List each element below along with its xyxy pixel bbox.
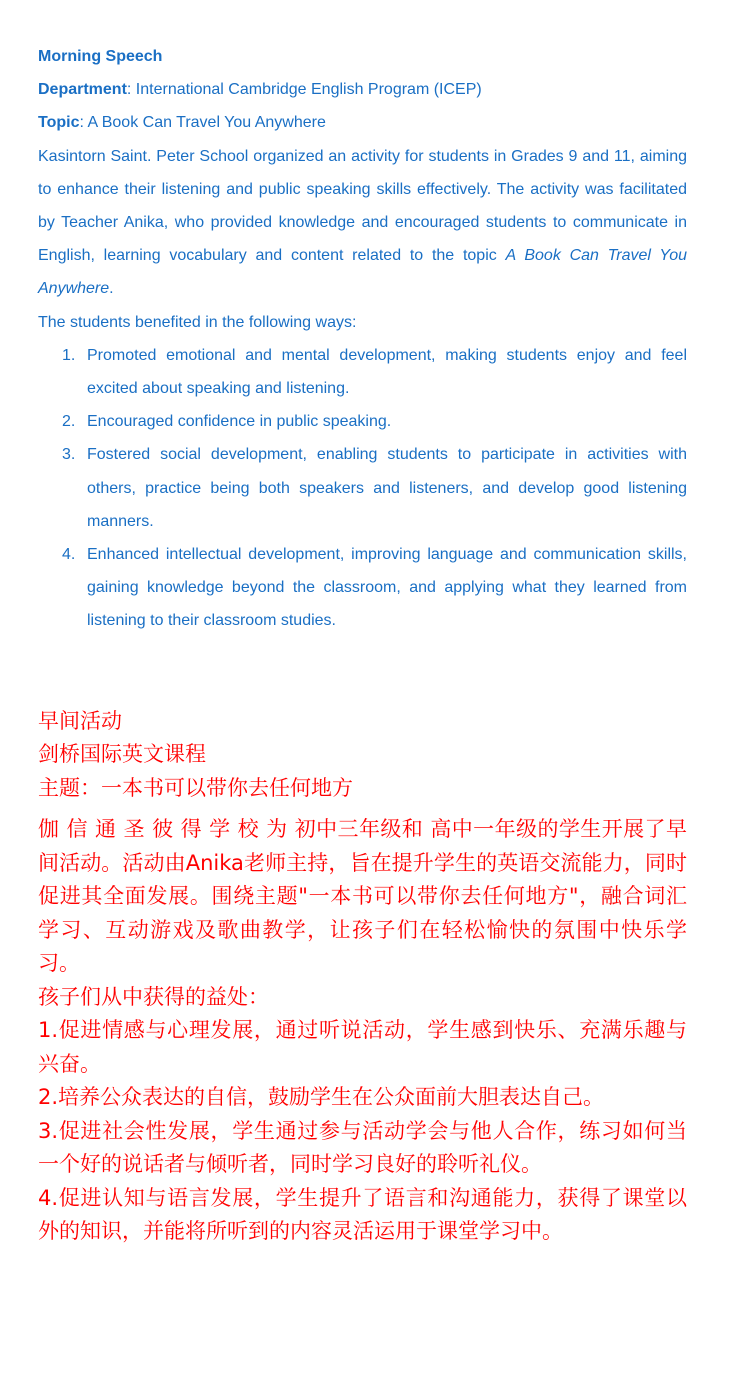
chinese-topic: 主题：一本书可以带你去任何地方 [38,775,353,800]
department-line [38,73,687,106]
list-text: Promoted emotional and mental development, making students enjoy and feel excited about speaking and listening. [87,346,687,398]
list-text: Encouraged confidence in public speaking. [87,413,392,431]
list-number: 3. [62,446,76,464]
chinese-title: 早间活动 [38,708,122,733]
intro-italic-title: A Book Can Travel You Anywhere [38,247,687,298]
list-item [38,538,687,638]
list-text: Enhanced intellectual development, improving language and communication skills, gaining knowledge beyond the classroom, and applying what they learned from listening to their classroom studies. [87,546,687,630]
chinese-benefit-item: 3.促进社会性发展，学生通过参与活动学会与他人合作，练习如何当一个好的说话者与倾听者，同时学习良好的聆听礼仪。 [38,1118,687,1177]
list-number: 2. [62,413,76,431]
english-section [38,0,687,638]
chinese-benefit-item: 1.促进情感与心理发展，通过听说活动，学生感到快乐、充满乐趣与兴奋。 [38,1018,687,1076]
list-item [38,339,687,405]
chinese-spacer [38,805,687,813]
english-title: Morning Speech [38,48,163,65]
list-item [38,438,687,538]
benefits-list [38,339,687,638]
list-number: 1. [62,346,76,364]
department-label: Department [38,81,127,99]
chinese-benefit-item: 4.促进认知与语言发展，学生提升了语言和沟通能力，获得了课堂以外的知识，并能将所听到的内容灵活运用于课堂学习中。 [38,1185,687,1244]
benefits-heading: The students benefited in the following ways: [38,313,357,331]
intro-text: Kasintorn Saint. Peter School organized an activity for students in Grades 9 and 11, aiming to enhance their listening and public speaking skills effectively. The activity was facilitated by Teacher Anika, who provided knowledge and encouraged students to communicate in English, learning vocabulary and content related to the topic [38,147,687,265]
chinese-benefit-item: 2.培养公众表达的自信，鼓励学生在公众面前大胆表达自己。 [38,1085,605,1110]
list-number: 4. [62,546,76,564]
topic-label: Topic [38,114,80,132]
list-text: Fostered social development, enabling students to participate in activities with others, practice being both speakers and listeners, and develop good listening manners. [87,446,687,530]
chinese-benefits-heading: 孩子们从中获得的益处： [38,984,269,1009]
topic-value: : A Book Can Travel You Anywhere [79,114,326,132]
topic-line [38,106,687,139]
document-page [38,0,687,1249]
department-value: : International Cambridge English Program (ICEP) [126,81,482,99]
chinese-intro: 伽 信 通 圣 彼 得 学 校 为 初中三年级和 高中一年级的学生开展了早间活动。活动由Anika老师主持，旨在提升学生的英语交流能力，同时促进其全面发展。围绕主题"一本书可以带你去任何地方"，融合词汇学习、互动游戏及歌曲教学，让孩子们在轻松愉快的氛围中快乐学习。 [38,817,687,976]
chinese-section [38,705,687,1249]
english-intro [38,140,687,306]
chinese-department: 剑桥国际英文课程 [38,742,206,767]
intro-end: . [109,280,114,298]
section-spacer [38,638,687,705]
list-item [38,405,687,438]
